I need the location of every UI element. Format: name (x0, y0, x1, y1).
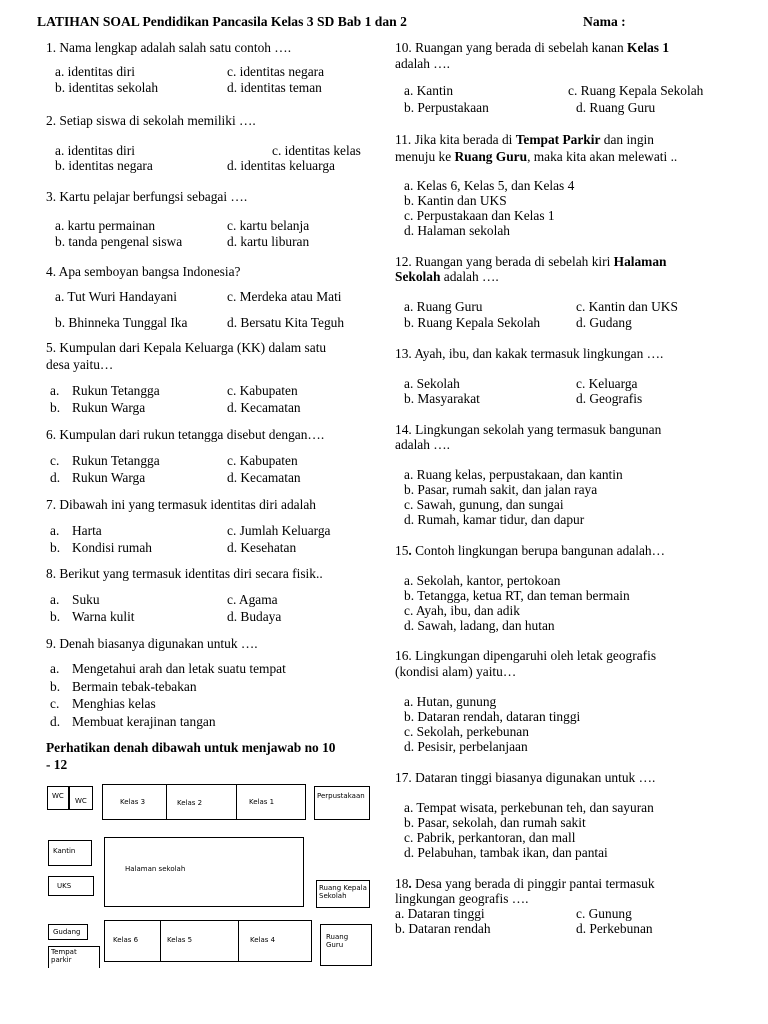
option-text: Harta (72, 523, 102, 538)
map-divider (166, 784, 167, 820)
option-text: Bermain tebak-tebakan (72, 679, 197, 694)
option-a: a. Sekolah (404, 376, 460, 391)
option-label: b. (50, 609, 61, 624)
option-a: a. Tut Wuri Handayani (55, 289, 177, 304)
map-room-uks (48, 876, 94, 896)
option-b: b. tanda pengenal siswa (55, 234, 183, 249)
map-label: Kelas 2 (177, 799, 203, 807)
option-c: c. Kabupaten (227, 383, 298, 398)
option-b (50, 609, 135, 625)
option-a: a. identitas diri (55, 143, 135, 158)
map-room-gudang (48, 924, 88, 940)
question-3-text: 3. Kartu pelajar berfungsi sebagai …. (46, 189, 248, 204)
option-label: d. (50, 470, 61, 485)
question-11-line1 (395, 132, 654, 148)
map-classroom-block-bottom (104, 920, 312, 962)
option-d: d. Ruang Guru (576, 100, 656, 115)
option-label: d. (50, 714, 61, 729)
option-d: d. Gudang (576, 315, 632, 330)
map-room-perpustakaan (314, 786, 370, 820)
map-divider (160, 920, 161, 962)
map-instruction-line2: - 12 (46, 757, 68, 772)
map-room-kantin (48, 840, 92, 866)
option-d: d. Pesisir, perbelanjaan (404, 739, 528, 754)
question-2-text: 2. Setiap siswa di sekolah memiliki …. (46, 113, 256, 128)
option-a: a. Ruang kelas, perpustakaan, dan kantin (404, 467, 623, 482)
option-b (50, 400, 145, 416)
option-text: Membuat kerajinan tangan (72, 714, 216, 729)
option-b (50, 540, 152, 556)
option-text: Suku (72, 592, 100, 607)
text: menuju ke (395, 149, 455, 164)
option-label: a. (50, 592, 60, 607)
question-17-text: 17. Dataran tinggi biasanya digunakan untuk …. (395, 770, 656, 785)
bold-text: . (408, 876, 412, 891)
option-label: a. (50, 383, 60, 398)
text: Desa yang berada di pinggir pantai termasuk (411, 876, 655, 891)
option-text: Rukun Tetangga (72, 453, 160, 468)
question-16-line1: 16. Lingkungan dipengaruhi oleh letak geografis (395, 648, 657, 663)
option-text: Kondisi rumah (72, 540, 152, 555)
bold-text: Halaman (613, 254, 667, 269)
bold-text: Tempat Parkir (515, 132, 601, 147)
map-label: Halaman sekolah (125, 865, 186, 873)
name-label: Nama : (583, 14, 626, 29)
option-a (50, 592, 100, 608)
option-d: d. Geografis (576, 391, 643, 406)
question-5-line2: desa yaitu… (46, 357, 114, 372)
map-halaman-sekolah (104, 837, 304, 907)
map-divider (236, 784, 237, 820)
map-label: Kantin (53, 847, 76, 855)
map-label: UKS (57, 882, 72, 890)
school-floor-plan (44, 782, 374, 968)
option-label: c. (50, 453, 60, 468)
option-b (50, 470, 145, 486)
question-number: 18 (395, 876, 409, 891)
text: 11. Jika kita berada di (395, 132, 516, 147)
option-a (50, 453, 160, 469)
map-label: Kelas 5 (167, 936, 193, 944)
option-c: c. Agama (227, 592, 278, 607)
text: 12. Ruangan yang berada di sebelah kiri (395, 254, 614, 269)
question-7-text: 7. Dibawah ini yang termasuk identitas diri adalah (46, 497, 316, 512)
bold-text: Kelas 1 (627, 40, 670, 55)
map-room-kepala-sekolah (316, 880, 370, 908)
question-1-text: 1. Nama lengkap adalah salah satu contoh …. (46, 40, 292, 55)
option-c: c. identitas negara (227, 64, 325, 79)
option-d: d. identitas keluarga (227, 158, 335, 173)
map-label: WC (75, 797, 87, 805)
map-label: Gudang (53, 928, 81, 936)
option-text: Rukun Warga (72, 400, 146, 415)
option-b: b. Pasar, rumah sakit, dan jalan raya (404, 482, 598, 497)
option-c: c. Ayah, ibu, dan adik (404, 603, 520, 618)
question-10-line1 (395, 40, 669, 56)
map-classroom-block-top (102, 784, 306, 820)
map-room-wc-2 (69, 786, 93, 810)
option-d: d. Halaman sekolah (404, 223, 510, 238)
option-text: Mengetahui arah dan letak suatu tempat (72, 661, 286, 676)
question-number: 15 (395, 543, 409, 558)
option-c: c. Gunung (576, 906, 632, 921)
option-label: b. (50, 400, 61, 415)
map-divider (238, 920, 239, 962)
option-b: b. Dataran rendah (395, 921, 491, 936)
text: Contoh lingkungan berupa bangunan adalah… (411, 543, 665, 558)
option-c: c. Perpustakaan dan Kelas 1 (404, 208, 555, 223)
question-14-line1: 14. Lingkungan sekolah yang termasuk bangunan (395, 422, 662, 437)
text: adalah …. (440, 269, 499, 284)
worksheet-title: LATIHAN SOAL Pendidikan Pancasila Kelas 3 SD Bab 1 dan 2 (37, 14, 407, 29)
option-c: c. identitas kelas (272, 143, 361, 158)
map-label: Ruang Guru (326, 933, 349, 949)
option-d: d. Bersatu Kita Teguh (227, 315, 345, 330)
option-d: d. identitas teman (227, 80, 322, 95)
map-label: Tempat parkir (51, 948, 77, 964)
question-11-line2 (395, 149, 677, 165)
option-b: b. Bhinneka Tunggal Ika (55, 315, 188, 330)
option-a (50, 383, 160, 399)
option-d: d. kartu liburan (227, 234, 310, 249)
question-12-line2 (395, 269, 499, 285)
question-18-line1 (395, 876, 655, 892)
option-d: d. Rumah, kamar tidur, dan dapur (404, 512, 585, 527)
question-9-text: 9. Denah biasanya digunakan untuk …. (46, 636, 258, 651)
option-label: a. (50, 661, 60, 676)
option-b: b. Kantin dan UKS (404, 193, 507, 208)
option-c: c. kartu belanja (227, 218, 310, 233)
question-5-line1: 5. Kumpulan dari Kepala Keluarga (KK) dalam satu (46, 340, 327, 355)
option-c: c. Kabupaten (227, 453, 298, 468)
option-text: Menghias kelas (72, 696, 156, 711)
option-label: b. (50, 540, 61, 555)
option-a: a. kartu permainan (55, 218, 156, 233)
option-a: a. Sekolah, kantor, pertokoan (404, 573, 561, 588)
option-d (50, 714, 216, 730)
option-label: c. (50, 696, 60, 711)
question-6-text: 6. Kumpulan dari rukun tetangga disebut dengan…. (46, 427, 325, 442)
question-8-text: 8. Berikut yang termasuk identitas diri secara fisik.. (46, 566, 323, 581)
map-label: Kelas 6 (113, 936, 139, 944)
option-a: a. identitas diri (55, 64, 135, 79)
option-c: c. Sawah, gunung, dan sungai (404, 497, 564, 512)
option-c: c. Sekolah, perkebunan (404, 724, 529, 739)
option-b: b. identitas sekolah (55, 80, 159, 95)
question-14-line2: adalah …. (395, 437, 451, 452)
bold-text: Ruang Guru (454, 149, 528, 164)
text: 10. Ruangan yang berada di sebelah kanan (395, 40, 628, 55)
map-label: Ruang Kepala Sekolah (319, 884, 367, 900)
bold-text: Sekolah (395, 269, 441, 284)
option-a: a. Kelas 6, Kelas 5, dan Kelas 4 (404, 178, 575, 193)
map-label: Kelas 4 (250, 936, 276, 944)
text: dan ingin (600, 132, 654, 147)
option-b: b. Ruang Kepala Sekolah (404, 315, 541, 330)
map-instruction-line1: Perhatikan denah dibawah untuk menjawab no 10 (46, 740, 336, 755)
option-c: c. Pabrik, perkantoran, dan mall (404, 830, 576, 845)
option-b: b. Perpustakaan (404, 100, 489, 115)
option-text: Rukun Tetangga (72, 383, 160, 398)
text: , maka kita akan melewati .. (527, 149, 678, 164)
map-label: WC (52, 792, 64, 800)
question-13-text: 13. Ayah, ibu, dan kakak termasuk lingkungan …. (395, 346, 664, 361)
option-text: Rukun Warga (72, 470, 146, 485)
question-4-text: 4. Apa semboyan bangsa Indonesia? (46, 264, 241, 279)
option-b: b. Pasar, sekolah, dan rumah sakit (404, 815, 586, 830)
option-a (50, 661, 286, 677)
map-label: Kelas 3 (120, 798, 146, 806)
option-d: d. Kesehatan (227, 540, 297, 555)
option-label: a. (50, 523, 60, 538)
option-a: a. Dataran tinggi (395, 906, 485, 921)
option-d: d. Kecamatan (227, 400, 301, 415)
map-room-guru (320, 924, 372, 966)
option-d: d. Sawah, ladang, dan hutan (404, 618, 555, 633)
option-label: b. (50, 679, 61, 694)
option-a (50, 523, 102, 539)
option-c: c. Jumlah Keluarga (227, 523, 331, 538)
option-a: a. Kantin (404, 83, 454, 98)
question-15-text (395, 543, 665, 559)
option-a: a. Ruang Guru (404, 299, 483, 314)
option-b: b. Masyarakat (404, 391, 480, 406)
option-a: a. Tempat wisata, perkebunan teh, dan sayuran (404, 800, 654, 815)
map-tempat-parkir (48, 946, 100, 968)
option-c (50, 696, 156, 712)
option-b: b. identitas negara (55, 158, 153, 173)
map-label: Perpustakaan (317, 792, 365, 800)
map-room-wc-1 (47, 786, 69, 810)
option-d: d. Pelabuhan, tambak ikan, dan pantai (404, 845, 608, 860)
option-c: c. Kantin dan UKS (576, 299, 678, 314)
map-label: Kelas 1 (249, 798, 275, 806)
option-c: c. Ruang Kepala Sekolah (568, 83, 704, 98)
option-c: c. Merdeka atau Mati (227, 289, 342, 304)
option-c: c. Keluarga (576, 376, 638, 391)
option-b: b. Dataran rendah, dataran tinggi (404, 709, 581, 724)
option-d: d. Perkebunan (576, 921, 653, 936)
question-12-line1 (395, 254, 666, 270)
option-d: d. Budaya (227, 609, 282, 624)
option-b (50, 679, 197, 695)
option-a: a. Hutan, gunung (404, 694, 497, 709)
bold-text: . (408, 543, 412, 558)
question-16-line2: (kondisi alam) yaitu… (395, 664, 517, 679)
option-b: b. Tetangga, ketua RT, dan teman bermain (404, 588, 630, 603)
question-10-line2: adalah …. (395, 56, 451, 71)
option-text: Warna kulit (72, 609, 135, 624)
option-d: d. Kecamatan (227, 470, 301, 485)
question-18-line2: lingkungan geografis …. (395, 891, 529, 906)
